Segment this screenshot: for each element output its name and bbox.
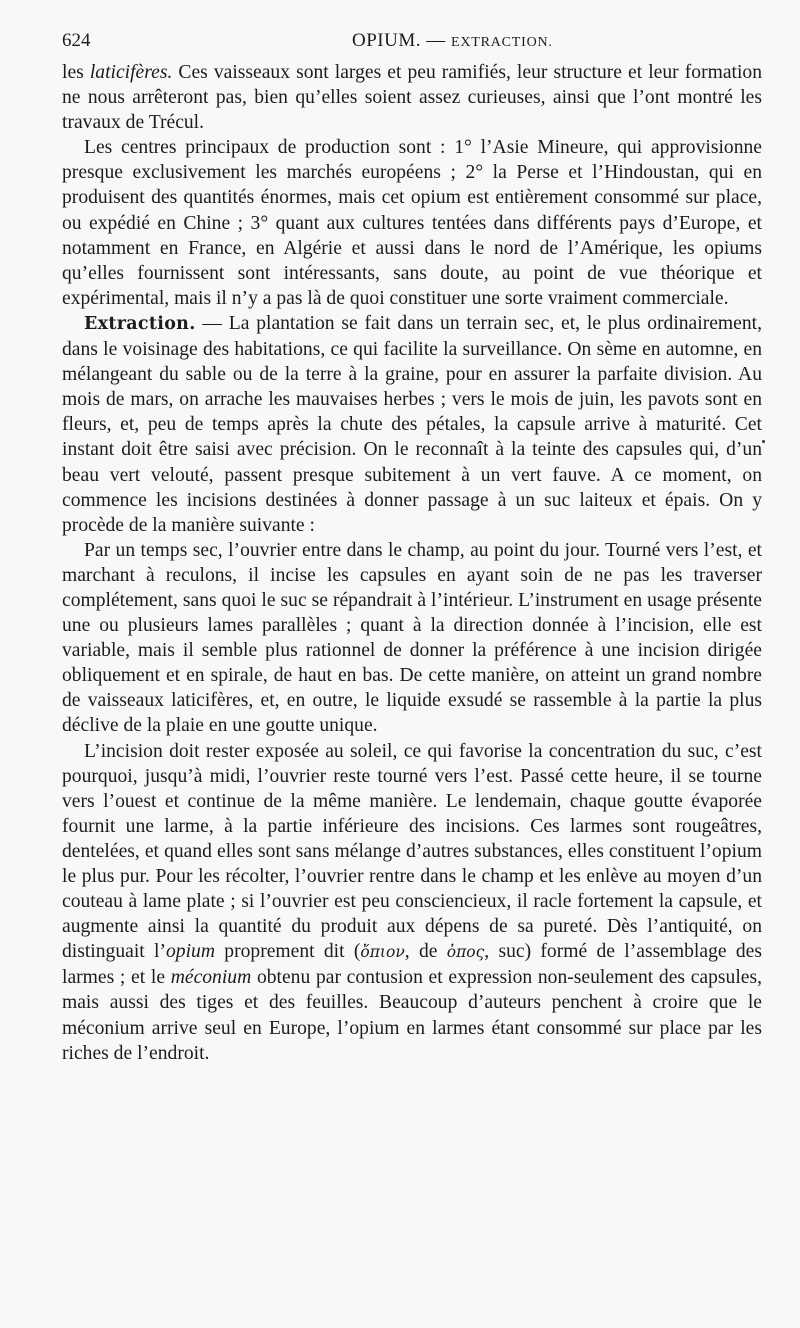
paragraph-5-part: proprement dit ( xyxy=(214,941,361,963)
paragraph-1-part: Ces vaisseaux sont larges et peu ramifiés, leur structure et leur formation ne nous arrêteront pas, bien qu’elles soient assez curieuses, ainsi que l’ont montré les travaux de Trécul. xyxy=(62,62,763,134)
body-text xyxy=(62,60,762,1066)
paragraph-5-part: obtenu par contusion et expression non-seulement des capsules, mais aussi des tiges et des feuilles. Beaucoup d’auteurs penchent à croire que le méconium arrive seul en Europe, l’opium en larmes étant consommé sur place par les riches de l’endroit. xyxy=(62,967,762,1064)
paragraph-5-part: , de xyxy=(404,941,447,963)
paragraph-1-part: les xyxy=(62,62,90,83)
running-header xyxy=(62,30,760,58)
paragraph-5-part: , suc) formé de l’assemblage des larmes ; et le xyxy=(62,941,762,989)
paragraph-2: Les centres principaux de production sont : 1° l’Asie Mineure, qui approvisionne presque exclusivement les marchés européens ; 2° la Perse et l’Hindoustan, qui en produisent des quantités énormes, mais cet opium est entièrement consommé sur place, ou expédié en Chine ; 3° quant aux cultures tentées dans différents pays d’Europe, et notamment en France, en Algérie et aussi dans le nord de l’Amérique, les opiums qu’elles fournissent sont intéressants, sans doute, au point de vue théorique et expérimental, mais il n’y a pas là de quoi constituer une sorte vraiment commerciale. xyxy=(62,137,762,309)
paragraph-3-text: — La plantation se fait dans un terrain sec, et, le plus ordinairement, dans le voisinage des habitations, ce qui facilite la surveillance. On sème en automne, en mélangeant du sable ou de la terre à la graine, pour en assurer la parfaite division. Au mois de mars, on arrache les mauvaises herbes ; vers le mois de juin, les pavots sont en fleurs, et, peu de temps après la chute des pétales, la capsule arrive à maturité. Cet instant doit être saisi avec précision. On le reconnaît à la teinte des capsules qui, d’un beau vert velouté, passent presque subitement à un vert fauve. A ce moment, on commence les incisions destinées à donner passage à un suc laiteux et épais. On y procède de la manière suivante : xyxy=(62,312,762,536)
running-title-main: OPIUM. xyxy=(352,30,421,51)
term-laticiferes: laticifères. xyxy=(89,62,173,83)
term-opium: opium xyxy=(166,941,215,963)
term-meconium: méconium xyxy=(170,967,252,989)
running-title-section: EXTRACTION. xyxy=(450,35,553,50)
paragraph-4: Par un temps sec, l’ouvrier entre dans le champ, au point du jour. Tourné vers l’est, et marchant à reculons, il incise les capsules en ayant soin de ne pas les traverser complétement, sans quoi le suc se répandrait à l’intérieur. L’instrument en usage présente une ou plusieurs lames parallèles ; quant à la direction donnée à l’incision, elle est variable, mais il semble plus rationnel de donner la préférence à une incision dirigée obliquement et en spirale, de haut en bas. De cette manière, on atteint un grand nombre de vaisseaux laticifères, et, en outre, le liquide exsudé se rassemble à la partie la plus déclive de la plaie en une goutte unique. xyxy=(62,539,762,737)
greek-word-opion: ὄπιον xyxy=(360,943,405,962)
paragraph-3 xyxy=(62,311,762,538)
running-title xyxy=(352,30,553,52)
greek-word-opos: ὀπος xyxy=(446,943,485,962)
page-number: 624 xyxy=(62,30,91,51)
paragraph-5-part: L’incision doit rester exposée au soleil, ce qui favorise la concentration du suc, c’est pourquoi, jusqu’à midi, l’ouvrier reste tourné vers l’est. Passé cette heure, il se tourne vers l’ouest et continue de la même manière. Le lendemain, chaque goutte évaporée fournit une larme, à la partie inférieure des incisions. Ces larmes sont rougeâtres, dentelées, et quand elles sont sans mélange d’autres substances, elles constituent l’opium le plus pur. Pour les récolter, l’ouvrier rentre dans le champ et les enlève au moyen d’un couteau à lame plate ; si l’ouvrier est peu consciencieux, il racle fortement la capsule, et augmente ainsi la quantité du produit aux dépens de sa pureté. Dès l’antiquité, on distinguait l’ xyxy=(62,740,762,963)
paragraph-1 xyxy=(62,60,762,135)
section-heading-extraction: Extraction. xyxy=(84,313,196,334)
running-title-separator: — xyxy=(420,30,451,51)
paragraph-5 xyxy=(62,739,762,1066)
margin-mark xyxy=(762,440,765,443)
